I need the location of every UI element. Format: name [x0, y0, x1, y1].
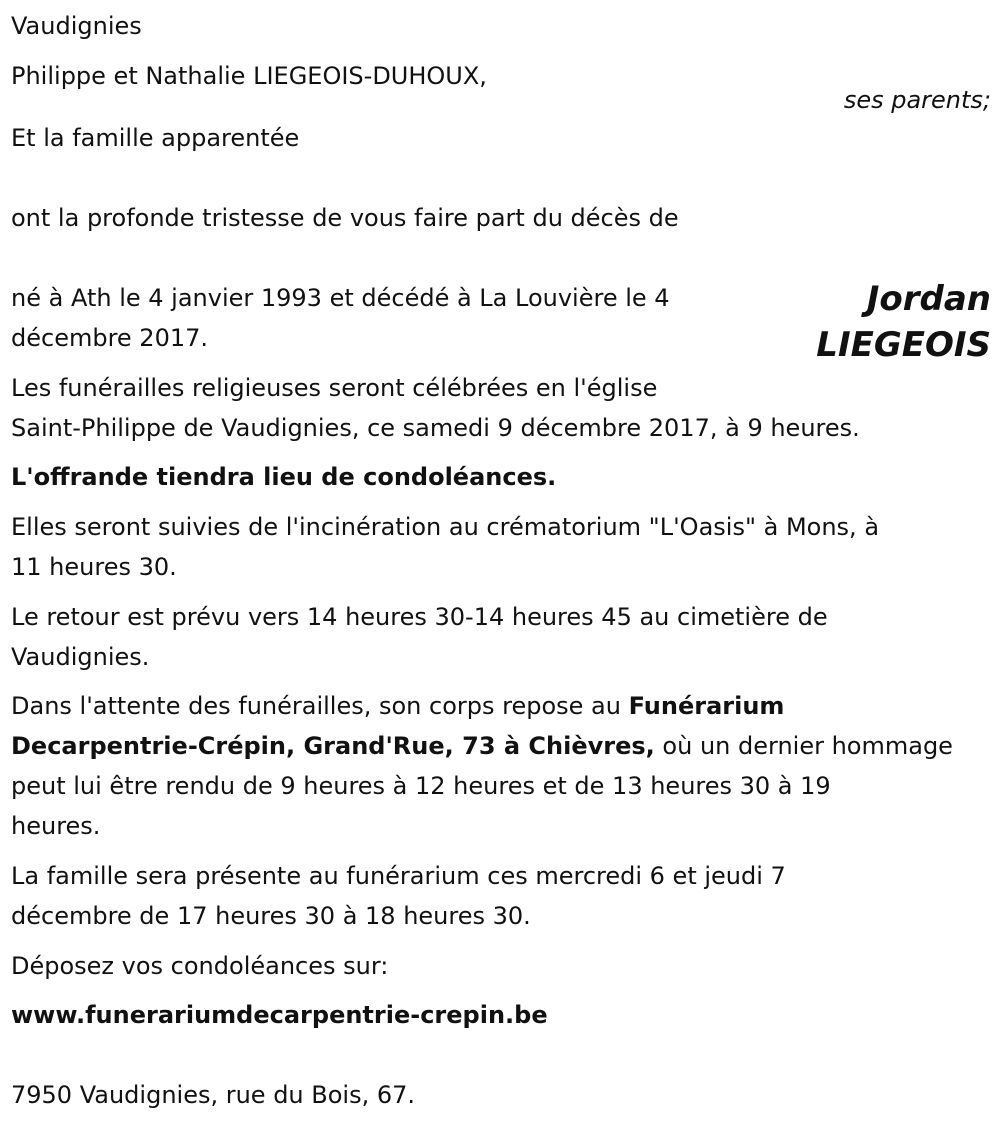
service-line-1: Les funérailles religieuses seront célébrées en l'église [11, 374, 658, 402]
deceased-first-name: Jordan [866, 279, 991, 319]
visitation-line-4: heures. [11, 812, 101, 840]
offering-note: L'offrande tiendra lieu de condoléances. [11, 463, 557, 491]
deceased-last-name: LIEGEOIS [816, 325, 991, 365]
family-presence-line-2: décembre de 17 heures 30 à 18 heures 30. [11, 902, 531, 930]
visitation-line-2-rest: où un dernier hommage [654, 732, 953, 760]
condolences-label: Déposez vos condoléances sur: [11, 952, 389, 980]
family-presence-line-1: La famille sera présente au funérarium ces mercredi 6 et jeudi 7 [11, 862, 786, 890]
parents-names: Philippe et Nathalie LIEGEOIS-DUHOUX, [11, 62, 487, 90]
birth-death-line-2: décembre 2017. [11, 324, 209, 352]
visitation-line-2 [11, 726, 953, 766]
return-line-2: Vaudignies. [11, 643, 150, 671]
cremation-line-2: 11 heures 30. [11, 553, 177, 581]
extended-family: Et la famille apparentée [11, 124, 300, 152]
parents-role: ses parents; [843, 86, 991, 114]
cremation-line-1: Elles seront suivies de l'incinération au crématorium "L'Oasis" à Mons, à [11, 513, 880, 541]
village-name: Vaudignies [11, 12, 142, 40]
announcement-intro: ont la profonde tristesse de vous faire part du décès de [11, 204, 679, 232]
visitation-line-1 [11, 686, 784, 726]
obituary-page [11, 0, 991, 1129]
family-address: 7950 Vaudignies, rue du Bois, 67. [11, 1081, 416, 1109]
visitation-line-1-prefix: Dans l'attente des funérailles, son corps repose au [11, 692, 629, 720]
birth-death-line-1: né à Ath le 4 janvier 1993 et décédé à La Louvière le 4 [11, 284, 670, 312]
deceased-name [816, 276, 991, 368]
service-line-2: Saint-Philippe de Vaudignies, ce samedi 9 décembre 2017, à 9 heures. [11, 414, 860, 442]
visitation-line-3: peut lui être rendu de 9 heures à 12 heures et de 13 heures 30 à 19 [11, 772, 831, 800]
condolences-website: www.funerariumdecarpentrie-crepin.be [11, 1001, 548, 1029]
funerarium-address: Decarpentrie-Crépin, Grand'Rue, 73 à Chièvres, [11, 732, 655, 760]
funerarium-name-part-1: Funérarium [628, 692, 785, 720]
return-line-1: Le retour est prévu vers 14 heures 30-14 heures 45 au cimetière de [11, 603, 828, 631]
